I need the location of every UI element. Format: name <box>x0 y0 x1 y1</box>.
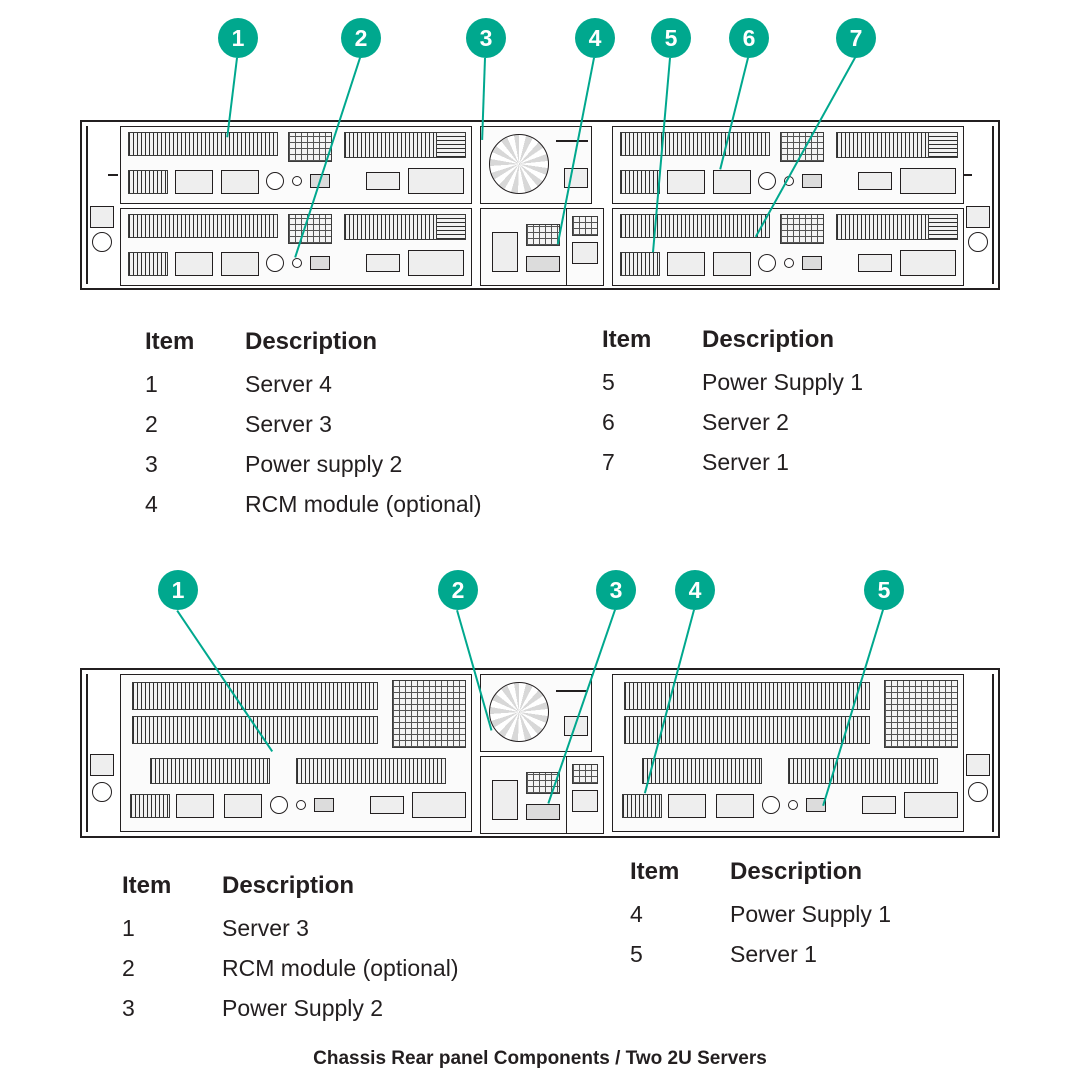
chassis-top-left-latch <box>90 206 114 228</box>
server-2-power-button <box>758 172 776 190</box>
server-3-2u-usb-port <box>314 798 334 812</box>
legend-row <box>145 444 575 484</box>
callout-bubble-2-top: 2 <box>341 18 381 58</box>
chassis-bottom-right-latch <box>966 754 990 776</box>
chassis-bottom-right-ear <box>992 674 994 832</box>
server-3-2u-status-led <box>296 800 306 810</box>
legend-item-number: 3 <box>122 995 135 1021</box>
legend-item-description: Server 4 <box>245 371 332 397</box>
legend-item-description: Server 1 <box>730 941 817 967</box>
legend-item-number: 7 <box>602 449 615 475</box>
server-1-side-vent <box>928 214 958 240</box>
server-2-nic-port-b <box>713 170 751 194</box>
server-3-2u-power-button <box>270 796 288 814</box>
legend-header-item: Item <box>602 326 652 353</box>
rcm-hdmi-port-bottom <box>526 804 560 820</box>
callout-bubble-3-top: 3 <box>466 18 506 58</box>
server-1-2u-oem-connector <box>904 792 958 818</box>
callout-bubble-4-top: 4 <box>575 18 615 58</box>
legend-item-number: 2 <box>145 411 158 437</box>
server-3-2u-pcie-slot-bottom <box>132 716 378 744</box>
legend-row <box>630 934 1060 974</box>
server-3-power-button <box>266 254 284 272</box>
callout-bubble-3-bottom: 3 <box>596 570 636 610</box>
server-1-nic-port-b <box>713 252 751 276</box>
server-1-left-grille <box>620 252 660 276</box>
legend-item-description: Power Supply 1 <box>702 369 864 395</box>
server-1-2u-vent <box>642 758 762 784</box>
server-4-nic-port-a <box>175 170 213 194</box>
legend-item-description: Server 3 <box>245 411 332 437</box>
server-3-2u-vent-right <box>296 758 446 784</box>
server-1-2u-power-button <box>762 796 780 814</box>
server-2-usb-port <box>802 174 822 188</box>
legend-row <box>602 442 1032 482</box>
server-3-2u-oem-connector <box>412 792 466 818</box>
server-1-2u-vent-right <box>788 758 938 784</box>
server-1-usb-port <box>802 256 822 270</box>
chassis-bottom-left-ear <box>86 674 88 832</box>
server-1-2u-left-grille <box>622 794 662 818</box>
legend-row <box>145 364 575 404</box>
callout-bubble-6-top: 6 <box>729 18 769 58</box>
rcm-vent <box>526 224 560 246</box>
chassis-top-right-ear <box>992 126 994 284</box>
legend-header-item: Item <box>122 872 172 899</box>
legend-item-number: 2 <box>122 955 135 981</box>
legend-header-description: Description <box>245 328 378 355</box>
legend-header-item: Item <box>630 858 680 885</box>
server-4-side-vent <box>436 132 466 158</box>
chassis-bottom-left-latch <box>90 754 114 776</box>
server-1-2u-pcie-slot-top <box>624 682 870 710</box>
server-1-mezz-grid <box>780 214 824 244</box>
legend-item-description: Server 3 <box>222 915 309 941</box>
legend-table-top-left <box>145 328 575 524</box>
server-3-oem-connector <box>408 250 464 276</box>
server-3-2u-vent <box>150 758 270 784</box>
legend-row <box>122 948 552 988</box>
server-3-nic-port-a <box>175 252 213 276</box>
server-3-left-grille <box>128 252 168 276</box>
legend-table-bottom-right <box>630 858 1060 974</box>
server-2-mezz-grid <box>780 132 824 162</box>
legend-row <box>630 894 1060 934</box>
server-1-power-button <box>758 254 776 272</box>
server-4-nic-port-b <box>221 170 259 194</box>
server-1-2u-mezz-grid <box>884 680 958 748</box>
legend-item-description: Server 1 <box>702 449 789 475</box>
power-supply-2-fan-bottom <box>489 682 549 742</box>
server-3-2u-pcie-slot-top <box>132 682 378 710</box>
legend-item-number: 4 <box>145 491 158 517</box>
server-2-vent <box>620 132 770 156</box>
legend-item-description: Power Supply 2 <box>222 995 384 1021</box>
server-3-status-led <box>292 258 302 268</box>
power-supply-1-vent <box>572 216 598 236</box>
legend-item-description: RCM module (optional) <box>222 955 459 981</box>
legend-header-description: Description <box>702 326 835 353</box>
legend-row <box>602 362 1032 402</box>
server-1-vent <box>620 214 770 238</box>
legend-item-number: 3 <box>145 451 158 477</box>
server-4-oem-connector <box>408 168 464 194</box>
legend-item-number: 6 <box>602 409 615 435</box>
chassis-top-left-ear <box>86 126 88 284</box>
server-1-2u-status-led <box>788 800 798 810</box>
server-3-side-vent <box>436 214 466 240</box>
legend-item-number: 1 <box>145 371 158 397</box>
legend-item-description: Power Supply 1 <box>730 901 892 927</box>
callout-bubble-5-top: 5 <box>651 18 691 58</box>
server-4-power-button <box>266 172 284 190</box>
legend-row <box>122 988 552 1028</box>
server-3-2u-nic-port-a <box>176 794 214 818</box>
server-2-nic-port-a <box>667 170 705 194</box>
server-4-status-led <box>292 176 302 186</box>
callout-bubble-1-top: 1 <box>218 18 258 58</box>
legend-item-number: 4 <box>630 901 643 927</box>
rcm-usb-stack <box>492 232 518 272</box>
power-supply-2-handle-bottom <box>556 690 588 692</box>
server-1-2u-vga-port <box>862 796 896 814</box>
server-1-oem-connector <box>900 250 956 276</box>
server-4-vent <box>128 132 278 156</box>
power-supply-2-handle <box>556 140 588 142</box>
power-supply-2-fan <box>489 134 549 194</box>
server-3-2u-vga-port <box>370 796 404 814</box>
server-3-2u-mezz-grid <box>392 680 466 748</box>
legend-table-bottom-left <box>122 872 552 1028</box>
chassis-top-left-tab <box>108 174 118 176</box>
callout-bubble-5-bottom: 5 <box>864 570 904 610</box>
legend-header-description: Description <box>222 872 355 899</box>
figure-caption: Chassis Rear panel Components / Two 2U Servers <box>313 1048 767 1069</box>
server-1-nic-port-a <box>667 252 705 276</box>
callout-bubble-7-top: 7 <box>836 18 876 58</box>
legend-item-description: Server 2 <box>702 409 789 435</box>
legend-item-description: RCM module (optional) <box>245 491 482 517</box>
chassis-bottom-right-screw <box>968 782 988 802</box>
chassis-top-right-screw <box>968 232 988 252</box>
server-2-left-grille <box>620 170 660 194</box>
server-1-status-led <box>784 258 794 268</box>
legend-item-number: 5 <box>602 369 615 395</box>
server-3-mezz-grid <box>288 214 332 244</box>
server-2-side-vent <box>928 132 958 158</box>
callout-bubble-2-bottom: 2 <box>438 570 478 610</box>
chassis-top-left-screw <box>92 232 112 252</box>
legend-header-description: Description <box>730 858 863 885</box>
power-supply-1-vent-bottom <box>572 764 598 784</box>
callout-bubble-4-bottom: 4 <box>675 570 715 610</box>
power-supply-1-ac-inlet <box>572 242 598 264</box>
server-1-2u-nic-port-a <box>668 794 706 818</box>
server-3-2u-nic-port-b <box>224 794 262 818</box>
server-3-usb-port <box>310 256 330 270</box>
server-1-vga-port <box>858 254 892 272</box>
server-3-vga-port <box>366 254 400 272</box>
server-2-oem-connector <box>900 168 956 194</box>
server-4-vga-port <box>366 172 400 190</box>
legend-row <box>602 402 1032 442</box>
legend-header-item: Item <box>145 328 195 355</box>
legend-row <box>145 484 575 524</box>
legend-table-top-right <box>602 326 1032 482</box>
power-supply-1-ac-inlet-bottom <box>572 790 598 812</box>
legend-item-description: Power supply 2 <box>245 451 403 477</box>
chassis-top-right-latch <box>966 206 990 228</box>
legend-item-number: 5 <box>630 941 643 967</box>
legend-row <box>122 908 552 948</box>
callout-bubble-1-bottom: 1 <box>158 570 198 610</box>
server-1-2u-nic-port-b <box>716 794 754 818</box>
server-4-left-grille <box>128 170 168 194</box>
legend-row <box>145 404 575 444</box>
server-3-nic-port-b <box>221 252 259 276</box>
server-3-vent <box>128 214 278 238</box>
rcm-hdmi-port <box>526 256 560 272</box>
rcm-usb-stack-bottom <box>492 780 518 820</box>
chassis-bottom-left-screw <box>92 782 112 802</box>
legend-item-number: 1 <box>122 915 135 941</box>
server-3-2u-left-grille <box>130 794 170 818</box>
server-2-vga-port <box>858 172 892 190</box>
